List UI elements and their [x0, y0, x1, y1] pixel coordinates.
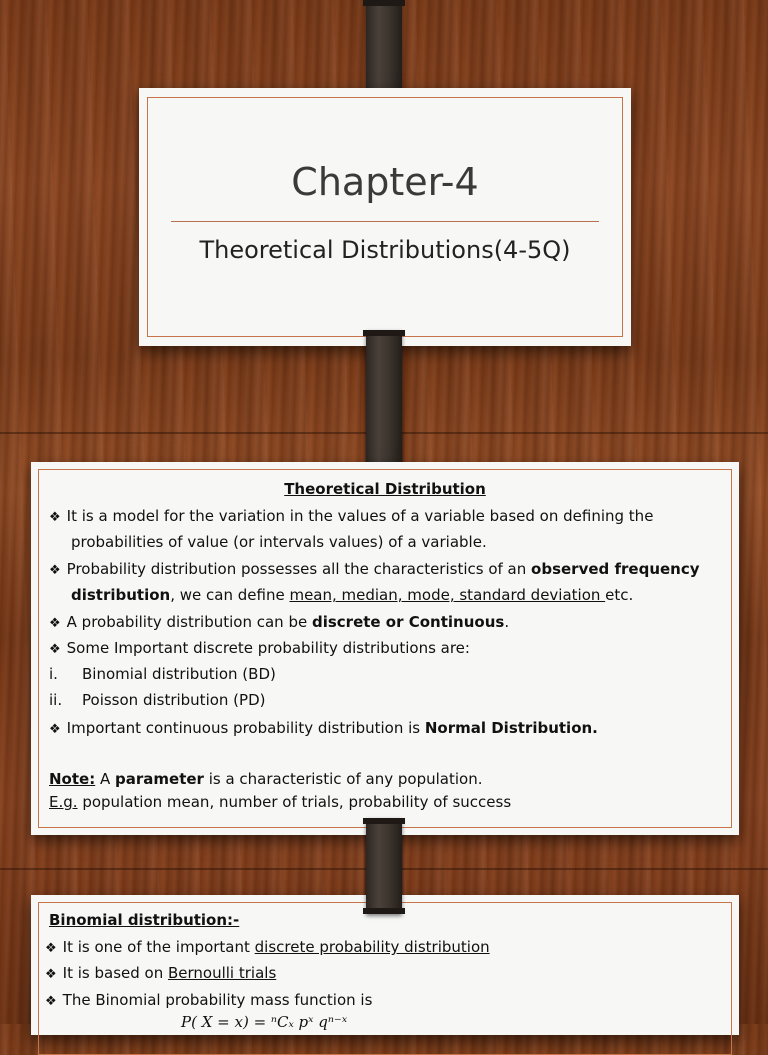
- theoretical-distribution-card: [31, 462, 739, 835]
- list-item-text: Poisson distribution (PD): [82, 691, 266, 709]
- bullet-text: etc.: [605, 586, 634, 604]
- list-number: i.: [49, 665, 58, 683]
- diamond-bullet-icon: ❖: [49, 722, 61, 737]
- diamond-bullet-icon: ❖: [45, 967, 57, 982]
- note-line: [49, 769, 482, 789]
- bullet-item: [45, 963, 276, 985]
- note-text: is a characteristic of any population.: [203, 770, 483, 788]
- bullet-item: [49, 638, 470, 660]
- strap-lower-overlay: [366, 818, 402, 914]
- diamond-bullet-icon: ❖: [45, 941, 57, 956]
- chapter-subtitle: Theoretical Distributions(4-5Q): [199, 236, 571, 264]
- bullet-item: [49, 612, 509, 634]
- example-label: E.g.: [49, 793, 78, 811]
- example-line: [49, 792, 511, 812]
- chapter-title: Chapter-4: [291, 160, 479, 204]
- bullet-text: The Binomial probability mass function is: [62, 991, 373, 1009]
- diamond-bullet-icon: ❖: [45, 994, 57, 1009]
- bullet-text: Some Important discrete probability distributions are:: [66, 639, 470, 657]
- section-heading: Theoretical Distribution: [284, 480, 486, 498]
- note-label: Note:: [49, 770, 96, 788]
- binomial-heading: Binomial distribution:-: [49, 911, 240, 929]
- diamond-bullet-icon: ❖: [49, 510, 61, 525]
- diamond-bullet-icon: ❖: [49, 616, 61, 631]
- bullet-item: [49, 718, 598, 740]
- binomial-distribution-card: [31, 895, 739, 1035]
- underlined-term: Bernoulli trials: [167, 964, 277, 982]
- strap-middle-overlay: [366, 330, 402, 478]
- bullet-text: .: [504, 613, 510, 631]
- bullet-continuation: probabilities of value (or intervals values) of a variable.: [71, 533, 487, 551]
- bullet-item: [49, 506, 653, 528]
- list-number: ii.: [49, 691, 63, 709]
- bold-term: parameter: [115, 770, 204, 788]
- bullet-continuation: [71, 585, 633, 605]
- bold-term: distribution: [71, 586, 171, 604]
- list-item: [49, 690, 62, 710]
- underlined-term: discrete probability distribution: [254, 938, 490, 956]
- bold-term: Normal Distribution.: [424, 719, 598, 737]
- bold-term: discrete or Continuous: [311, 613, 505, 631]
- bullet-item: [45, 937, 490, 959]
- example-text: population mean, number of trials, probability of success: [77, 793, 512, 811]
- bullet-text: , we can define: [170, 586, 290, 604]
- binomial-pmf-formula: P( X = x) = ⁿCₓ pˣ qⁿ⁻ˣ: [181, 1013, 348, 1031]
- bullet-text: It is one of the important: [62, 938, 255, 956]
- list-item: [49, 664, 58, 684]
- bold-term: observed frequency: [531, 560, 700, 578]
- bullet-text: Important continuous probability distribution is: [66, 719, 425, 737]
- title-card: [139, 88, 631, 346]
- diamond-bullet-icon: ❖: [49, 563, 61, 578]
- title-divider: [171, 221, 599, 222]
- title-card-border: [147, 97, 623, 337]
- bullet-text: Probability distribution possesses all the characteristics of an: [66, 560, 532, 578]
- bullet-item: [45, 990, 372, 1012]
- bullet-text: It is a model for the variation in the values of a variable based on defining the: [66, 507, 654, 525]
- underlined-term: mean, median, mode, standard deviation: [289, 586, 606, 604]
- bullet-item: [49, 559, 700, 581]
- diamond-bullet-icon: ❖: [49, 642, 61, 657]
- note-text: A: [95, 770, 116, 788]
- bullet-text: It is based on: [62, 964, 168, 982]
- section-heading: [49, 910, 239, 930]
- list-item-text: Binomial distribution (BD): [82, 665, 276, 683]
- bullet-text: A probability distribution can be: [66, 613, 312, 631]
